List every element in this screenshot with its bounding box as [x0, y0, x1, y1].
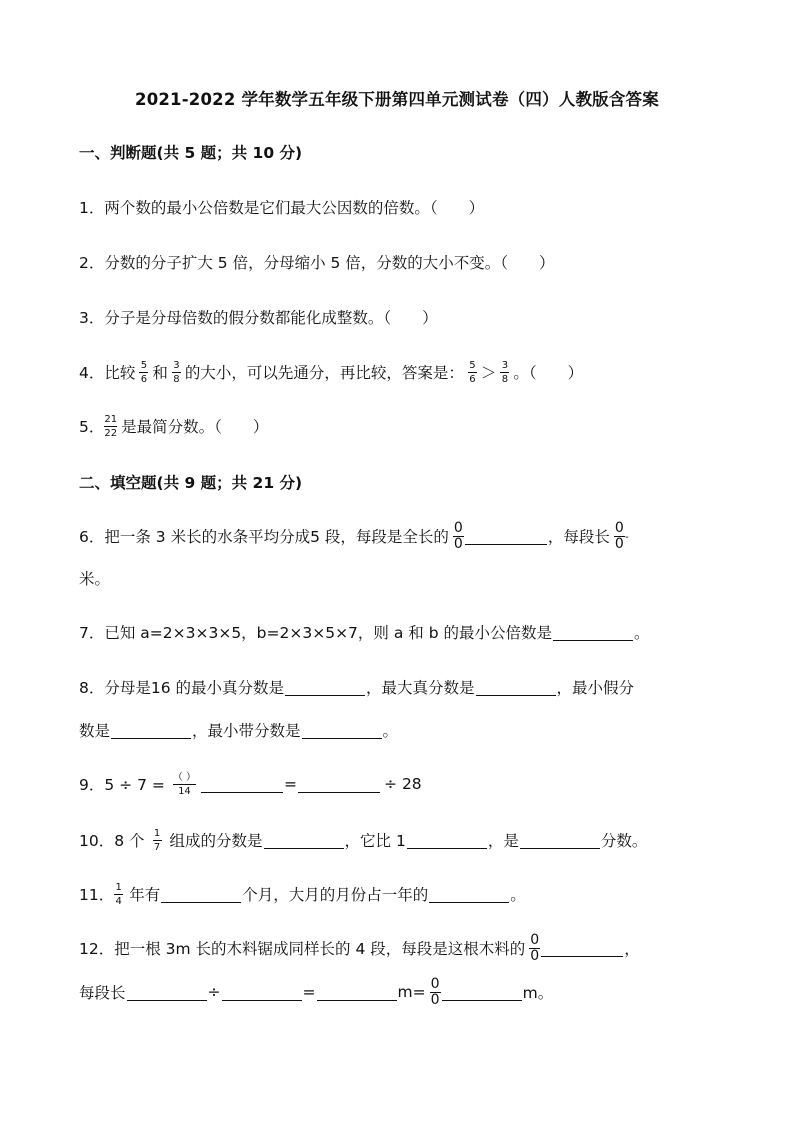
fraction-blank-14 [173, 772, 196, 797]
fraction-5-6 [139, 360, 148, 385]
fraction-denominator: 0 [614, 535, 624, 552]
question-6-text-a: 6．把一条 3 米长的水条平均分成5 段，每段是全长的 [79, 528, 449, 546]
section-heading-fill-in: 二、填空题(共 9 题；共 21 分) [79, 474, 303, 492]
question-6 [79, 518, 629, 554]
fraction-bar [500, 372, 509, 373]
question-12-text-g: m。 [522, 984, 554, 1002]
fraction-denominator: 0 [453, 535, 463, 552]
fraction-bar [153, 840, 162, 841]
fraction-numerator: 1 [153, 827, 161, 839]
answer-blank[interactable] [541, 955, 623, 957]
answer-blank[interactable] [407, 847, 487, 849]
question-6-text-b: ，每段长 [547, 528, 610, 546]
question-4-text-a: 4．比较 [79, 364, 136, 382]
fraction-denominator: 4 [115, 895, 122, 907]
question-4 [79, 354, 583, 390]
fraction-denominator: 7 [153, 841, 161, 853]
question-8-continued [79, 712, 398, 748]
question-12-text-a: 12．把一根 3m 长的木料锯成同样长的 4 段，每段是这根木料的 [79, 940, 526, 958]
question-11-text-b: 年有 [129, 886, 161, 904]
fraction-numerator: （ ） [172, 771, 197, 783]
fraction-bar [139, 372, 148, 373]
fraction-1-4 [114, 882, 123, 907]
question-2 [79, 244, 555, 280]
answer-blank[interactable] [285, 694, 365, 696]
fraction-denominator: 14 [178, 785, 191, 797]
answer-blank[interactable] [553, 639, 633, 641]
fraction-bar [173, 784, 196, 785]
question-7-text-b: 。 [633, 624, 650, 642]
fraction-bar [172, 372, 181, 373]
question-10-text-e: 分数。 [600, 832, 648, 850]
answer-blank[interactable] [264, 847, 344, 849]
question-7 [79, 614, 649, 650]
fraction-denominator: 8 [173, 373, 180, 385]
question-8-text-e: ，最小带分数是 [192, 722, 301, 740]
question-8-text-c: ，最小假分 [556, 679, 635, 697]
answer-blank[interactable] [222, 999, 302, 1001]
question-8-text-f: 。 [382, 722, 399, 740]
question-7-text-a: 7．已知 a=2×3×3×5，b=2×3×5×7，则 a 和 b 的最小公倍数是 [79, 624, 552, 642]
question-10-text-c: ，它比 1 [344, 832, 406, 850]
fraction-denominator: 8 [501, 373, 509, 385]
answer-blank[interactable] [429, 901, 509, 903]
question-10 [79, 822, 647, 858]
question-8-text-a: 8．分母是16 的最小真分数是 [79, 679, 285, 697]
question-9-text-a: 9．5 ÷ 7 = [79, 776, 165, 794]
fraction-bar [114, 894, 123, 895]
answer-blank[interactable] [161, 901, 241, 903]
question-6-continued [79, 560, 110, 596]
question-12-text-f: m= [397, 983, 426, 1001]
fraction-placeholder [614, 519, 625, 552]
fraction-numerator: 5 [140, 359, 148, 371]
question-6-dash: - [624, 529, 629, 543]
fraction-numerator: 3 [501, 359, 509, 371]
fraction-numerator: 0 [453, 519, 463, 536]
answer-blank[interactable] [520, 847, 600, 849]
question-8-text-d: 数是 [79, 722, 111, 740]
question-1 [79, 189, 484, 225]
question-8-text-b: ，最大真分数是 [366, 679, 475, 697]
answer-blank[interactable] [298, 791, 380, 793]
answer-blank[interactable] [317, 999, 397, 1001]
fraction-21-22 [104, 414, 117, 439]
question-12-text-b: ， [624, 940, 640, 958]
question-5-text: 是最简分数。（ ） [121, 418, 269, 436]
question-5 [79, 408, 268, 444]
greater-than-sign: ＞ [480, 364, 497, 382]
question-11 [79, 876, 526, 912]
question-8 [79, 669, 634, 705]
question-12-equals: = [302, 983, 316, 1001]
question-9-text-c: ÷ 28 [384, 775, 422, 793]
answer-blank[interactable] [465, 543, 547, 545]
answer-blank[interactable] [442, 999, 522, 1001]
answer-blank[interactable] [476, 694, 556, 696]
question-11-text-c: 个月，大月的月份占一年的 [242, 886, 429, 904]
fraction-numerator: 3 [173, 359, 180, 371]
fraction-numerator: 0 [430, 975, 440, 992]
question-4-text-c: 的大小，可以先通分，再比较，答案是： [184, 364, 464, 382]
fraction-1-7 [153, 828, 162, 853]
fraction-bar [104, 426, 117, 427]
question-10-text-a: 10．8 个 [79, 832, 145, 850]
answer-blank[interactable] [111, 737, 191, 739]
question-3-text: 3．分子是分母倍数的假分数都能化成整数。（ ） [79, 309, 438, 327]
answer-blank[interactable] [201, 791, 283, 793]
question-12-text-c: 每段长 [79, 984, 126, 1002]
question-4-text-b: 和 [152, 364, 168, 382]
question-9-equals: = [284, 775, 298, 793]
question-12-continued [79, 974, 553, 1010]
question-9 [79, 766, 422, 802]
fraction-bar [468, 372, 477, 373]
fraction-numerator: 0 [530, 931, 540, 948]
question-12-divide: ÷ [207, 983, 221, 1001]
question-10-text-d: ，是 [487, 832, 519, 850]
answer-blank[interactable] [302, 737, 382, 739]
fraction-3-8 [172, 360, 181, 385]
fraction-numerator: 0 [614, 519, 624, 536]
fraction-denominator: 0 [530, 947, 540, 964]
question-1-text: 1．两个数的最小公倍数是它们最大公因数的倍数。（ ） [79, 199, 485, 217]
question-5-number: 5． [79, 418, 105, 436]
question-4-text-d: 。（ ） [513, 364, 584, 382]
question-12 [79, 930, 640, 966]
fraction-3-8-answer [500, 360, 509, 385]
fraction-denominator: 0 [430, 991, 440, 1008]
question-2-text: 2．分数的分子扩大 5 倍，分母缩小 5 倍，分数的大小不变。（ ） [79, 254, 555, 272]
question-6-text-d: 米。 [79, 570, 111, 588]
fraction-numerator: 21 [104, 413, 118, 425]
fraction-numerator: 5 [469, 359, 476, 371]
section-heading-true-false: 一、判断题(共 5 题；共 10 分) [79, 144, 303, 162]
question-3 [79, 299, 438, 335]
page-title: 2021-2022 学年数学五年级下册第四单元测试卷（四）人教版含答案 [135, 90, 659, 109]
answer-blank[interactable] [127, 999, 207, 1001]
fraction-denominator: 22 [104, 427, 118, 439]
fraction-placeholder [453, 519, 464, 552]
fraction-placeholder [529, 931, 540, 964]
fraction-5-6-answer [468, 360, 477, 385]
fraction-numerator: 1 [115, 881, 122, 893]
question-10-text-b: 组成的分数是 [169, 832, 263, 850]
question-11-number: 11． [79, 886, 115, 904]
fraction-denominator: 6 [469, 373, 476, 385]
question-11-text-d: 。 [510, 886, 526, 904]
fraction-placeholder [430, 975, 441, 1008]
fraction-denominator: 6 [140, 373, 148, 385]
